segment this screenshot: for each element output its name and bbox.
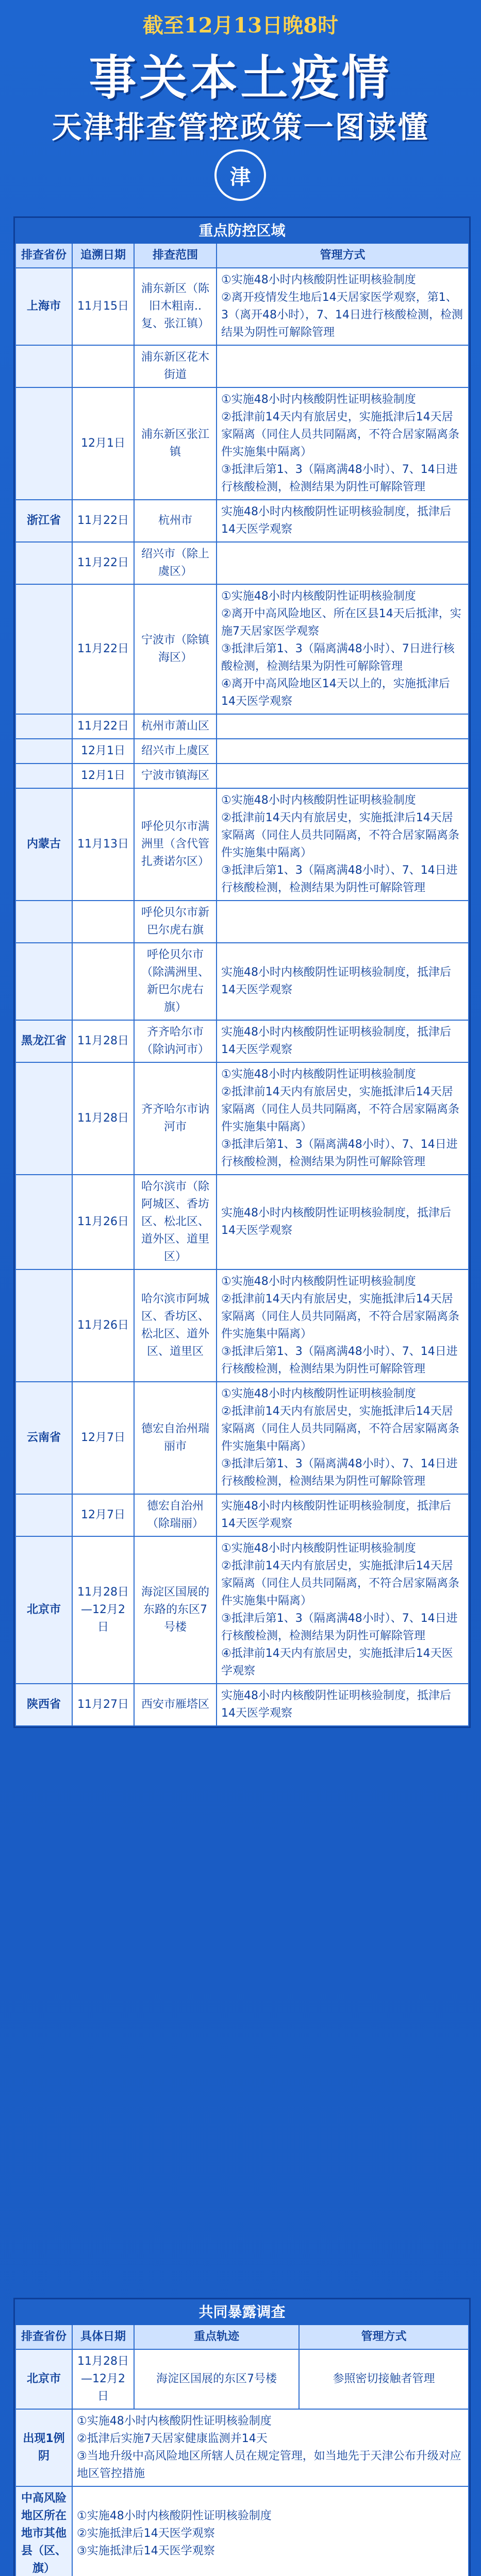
cell-meas: 实施48小时内核酸阴性证明核验制度，抵津后14天医学观察 — [217, 1020, 469, 1062]
cell-area: 绍兴市上虞区 — [134, 739, 217, 764]
table-row — [15, 268, 469, 345]
cell-area: 西安市雁塔区 — [134, 1684, 217, 1726]
cell-prov: 陕西省 — [15, 1684, 72, 1726]
cell-date: 11月15日 — [72, 268, 134, 345]
col-meas: 管理方式 — [217, 243, 469, 268]
cell-prov: 北京市 — [15, 1536, 72, 1684]
cell-meas: 实施48小时内核酸阴性证明核验制度，抵津后14天医学观察 — [217, 1494, 469, 1536]
cell-prov — [15, 739, 72, 764]
col-area: 排查范围 — [134, 243, 217, 268]
col2-meas: 管理方式 — [299, 2325, 469, 2349]
cell-date: 11月26日 — [72, 1175, 134, 1269]
cell-area: 齐齐哈尔市讷河市 — [134, 1062, 217, 1175]
col2-area: 重点轨迹 — [134, 2325, 299, 2349]
cell-prov — [15, 1175, 72, 1269]
table-row — [15, 2486, 469, 2576]
cell-prov: 云南省 — [15, 1382, 72, 1494]
table-row — [15, 1175, 469, 1269]
cell-area: 浦东新区花木街道 — [134, 345, 217, 387]
table-row — [15, 739, 469, 764]
cell-meas: ①实施48小时内核酸阴性证明核验制度 ②抵津前14天内有旅居史，实施抵津后14天居家隔离（同住人员共同隔离，不符合居家隔离条件实施集中隔离） ③抵津后第1、3（隔离满48小时）、7、14日进行核酸检测，检测结果为阴性可解除管理 — [217, 1269, 469, 1382]
table-exposure — [13, 2298, 471, 2576]
header-title: 事关本土疫情 — [89, 50, 392, 106]
cell-meas — [217, 542, 469, 584]
cell-prov — [15, 943, 72, 1020]
cell-prov — [15, 1269, 72, 1382]
section-title-exposure: 共同暴露调查 — [15, 2300, 469, 2325]
table-row — [15, 542, 469, 584]
cell-prov: 浙江省 — [15, 500, 72, 542]
cell-meas: ①实施48小时内核酸阴性证明核验制度 ②抵津前14天内有旅居史，实施抵津后14天居家隔离（同住人员共同隔离，不符合居家隔离条件实施集中隔离） ③抵津后第1、3（隔离满48小时）、7、14日进行核酸检测，检测结果为阴性可解除管理 ④抵津前14天内有旅居史，实施抵津后14天医学观察 — [217, 1536, 469, 1684]
cell-meas: ①实施48小时内核酸阴性证明核验制度 ②抵津前14天内有旅居史，实施抵津后14天居家隔离（同住人员共同隔离，不符合居家隔离条件实施集中隔离） ③抵津后第1、3（隔离满48小时）、7、14日进行核酸检测，检测结果为阴性可解除管理 — [217, 1382, 469, 1494]
cell-meas — [217, 345, 469, 387]
cell-area: 绍兴市（除上虞区） — [134, 542, 217, 584]
beijing-area: 海淀区国展的东区7号楼 — [134, 2349, 299, 2409]
table-row — [15, 500, 469, 542]
cell-meas — [217, 901, 469, 943]
cell-category: 出现1例阴 — [15, 2409, 72, 2486]
cell-date: 11月28日—12月2日 — [72, 1536, 134, 1684]
cell-meas: ①实施48小时内核酸阴性证明核验制度 ②抵津前14天内有旅居史，实施抵津后14天居家隔离（同住人员共同隔离，不符合居家隔离条件实施集中隔离） ③抵津后第1、3（隔离满48小时）、7、14日进行核酸检测，检测结果为阴性可解除管理 — [217, 387, 469, 500]
cell-area: 齐齐哈尔市（除讷河市） — [134, 1020, 217, 1062]
table-row — [15, 584, 469, 714]
table-row — [15, 1494, 469, 1536]
header — [0, 0, 481, 211]
cell-area: 宁波市镇海区 — [134, 764, 217, 788]
table-row — [15, 1382, 469, 1494]
cell-area: 哈尔滨市（除阿城区、香坊区、松北区、道外区、道里区） — [134, 1175, 217, 1269]
cell-date: 11月28日 — [72, 1020, 134, 1062]
cell-meas: ①实施48小时内核酸阴性证明核验制度 ②离开疫情发生地后14天居家医学观察，第1、3（离开48小时），7、14日进行核酸检测，检测结果为阴性可解除管理 — [217, 268, 469, 345]
table-row — [15, 387, 469, 500]
table-row — [15, 764, 469, 788]
beijing-prov: 北京市 — [15, 2349, 72, 2409]
cell-category: 中高风险地区所在地市其他县（区、旗） — [15, 2486, 72, 2576]
col-prov: 排查省份 — [15, 243, 72, 268]
cell-prov — [15, 542, 72, 584]
cell-area: 呼伦贝尔市新巴尔虎右旗 — [134, 901, 217, 943]
cell-date: 11月28日 — [72, 1062, 134, 1175]
cell-prov — [15, 584, 72, 714]
cell-prov — [15, 345, 72, 387]
beijing-meas: 参照密切接触者管理 — [299, 2349, 469, 2409]
cell-area: 呼伦贝尔市（除满洲里、新巴尔虎右旗） — [134, 943, 217, 1020]
cell-meas: 实施48小时内核酸阴性证明核验制度，抵津后14天医学观察 — [217, 1175, 469, 1269]
cell-date — [72, 943, 134, 1020]
col2-date: 具体日期 — [72, 2325, 134, 2349]
table-row — [15, 901, 469, 943]
cell-area: 杭州市 — [134, 500, 217, 542]
table-row — [15, 2409, 469, 2486]
table-row — [15, 2349, 469, 2409]
cell-area: 浦东新区张江镇 — [134, 387, 217, 500]
cell-date: 12月7日 — [72, 1382, 134, 1494]
cell-meas: ①实施48小时内核酸阴性证明核验制度 ②抵津前14天内有旅居史，实施抵津后14天居家隔离（同住人员共同隔离，不符合居家隔离条件实施集中隔离） ③抵津后第1、3（隔离满48小时）、7、14日进行核酸检测，检测结果为阴性可解除管理 — [217, 788, 469, 901]
cell-area: 德宏自治州瑞丽市 — [134, 1382, 217, 1494]
table-row — [15, 714, 469, 739]
section-title-key-areas: 重点防控区域 — [15, 218, 469, 243]
table-row — [15, 788, 469, 901]
cell-date: 12月7日 — [72, 1494, 134, 1536]
cell-date — [72, 345, 134, 387]
table-row — [15, 345, 469, 387]
cell-date: 12月1日 — [72, 739, 134, 764]
cell-meas: ①实施48小时内核酸阴性证明核验制度 ②抵津前14天内有旅居史，实施抵津后14天居家隔离（同住人员共同隔离，不符合居家隔离条件实施集中隔离） ③抵津后第1、3（隔离满48小时）、7、14日进行核酸检测，检测结果为阴性可解除管理 — [217, 1062, 469, 1175]
col-date: 追溯日期 — [72, 243, 134, 268]
cell-meas: 实施48小时内核酸阴性证明核验制度，抵津后14天医学观察 — [217, 1684, 469, 1726]
cell-area: 浦东新区（陈旧木粗南..复、张江镇） — [134, 268, 217, 345]
cell-prov — [15, 764, 72, 788]
table-row — [15, 943, 469, 1020]
cell-meas — [217, 714, 469, 739]
cell-prov — [15, 1494, 72, 1536]
table-row — [15, 1062, 469, 1175]
cell-prov: 上海市 — [15, 268, 72, 345]
cell-meas: 实施48小时内核酸阴性证明核验制度，抵津后14天医学观察 — [217, 500, 469, 542]
cell-area: 哈尔滨市阿城区、香坊区、松北区、道外区、道里区 — [134, 1269, 217, 1382]
cell-area: 杭州市萧山区 — [134, 714, 217, 739]
cell-date: 12月1日 — [72, 764, 134, 788]
table-key-areas — [13, 216, 471, 1728]
cell-area: 呼伦贝尔市满洲里（含代管扎赉诺尔区） — [134, 788, 217, 901]
cell-date: 11月22日 — [72, 714, 134, 739]
cell-meas: ①实施48小时内核酸阴性证明核验制度 ②离开中高风险地区、所在区县14天后抵津，实施7天居家医学观察 ③抵津后第1、3（隔离满48小时）、7日进行核酸检测，检测结果为阴性可解除管理 ④离开中高风险地区14天以上的，实施抵津后14天医学观察 — [217, 584, 469, 714]
cell-policy: ①实施48小时内核酸阴性证明核验制度 ②抵津后实施7天居家健康监测并14天 ③当地升级中高风险地区所辖人员在规定管理，如当地先于天津公布升级对应地区管控措施 — [72, 2409, 469, 2486]
cell-meas: 实施48小时内核酸阴性证明核验制度，抵津后14天医学观察 — [217, 943, 469, 1020]
cell-policy: ①实施48小时内核酸阴性证明核验制度 ②实施抵津后14天医学观察 ③实施抵津后14天医学观察 — [72, 2486, 469, 2576]
cell-area: 德宏自治州（除瑞丽） — [134, 1494, 217, 1536]
cell-prov: 内蒙古 — [15, 788, 72, 901]
table-row — [15, 1536, 469, 1684]
cell-date: 11月26日 — [72, 1269, 134, 1382]
cell-date: 11月22日 — [72, 500, 134, 542]
beijing-date: 11月28日—12月2日 — [72, 2349, 134, 2409]
cell-area: 海淀区国展的东路的东区7号楼 — [134, 1536, 217, 1684]
cell-date: 11月13日 — [72, 788, 134, 901]
table-row — [15, 1684, 469, 1726]
header-subtitle: 天津排查管控政策一图读懂 — [52, 110, 429, 145]
cell-date: 11月22日 — [72, 584, 134, 714]
cell-prov — [15, 387, 72, 500]
cell-date: 12月1日 — [72, 387, 134, 500]
table-row — [15, 1269, 469, 1382]
cell-prov — [15, 1062, 72, 1175]
cell-prov — [15, 901, 72, 943]
logo: 津 — [214, 149, 266, 201]
cell-date: 11月22日 — [72, 542, 134, 584]
cell-date: 11月27日 — [72, 1684, 134, 1726]
table-row — [15, 1020, 469, 1062]
col2-prov: 排查省份 — [15, 2325, 72, 2349]
header-date: 截至12月13日晚8时 — [142, 13, 339, 38]
cell-meas — [217, 764, 469, 788]
cell-prov — [15, 714, 72, 739]
cell-area: 宁波市（除镇海区） — [134, 584, 217, 714]
cell-meas — [217, 739, 469, 764]
cell-date — [72, 901, 134, 943]
cell-prov: 黑龙江省 — [15, 1020, 72, 1062]
